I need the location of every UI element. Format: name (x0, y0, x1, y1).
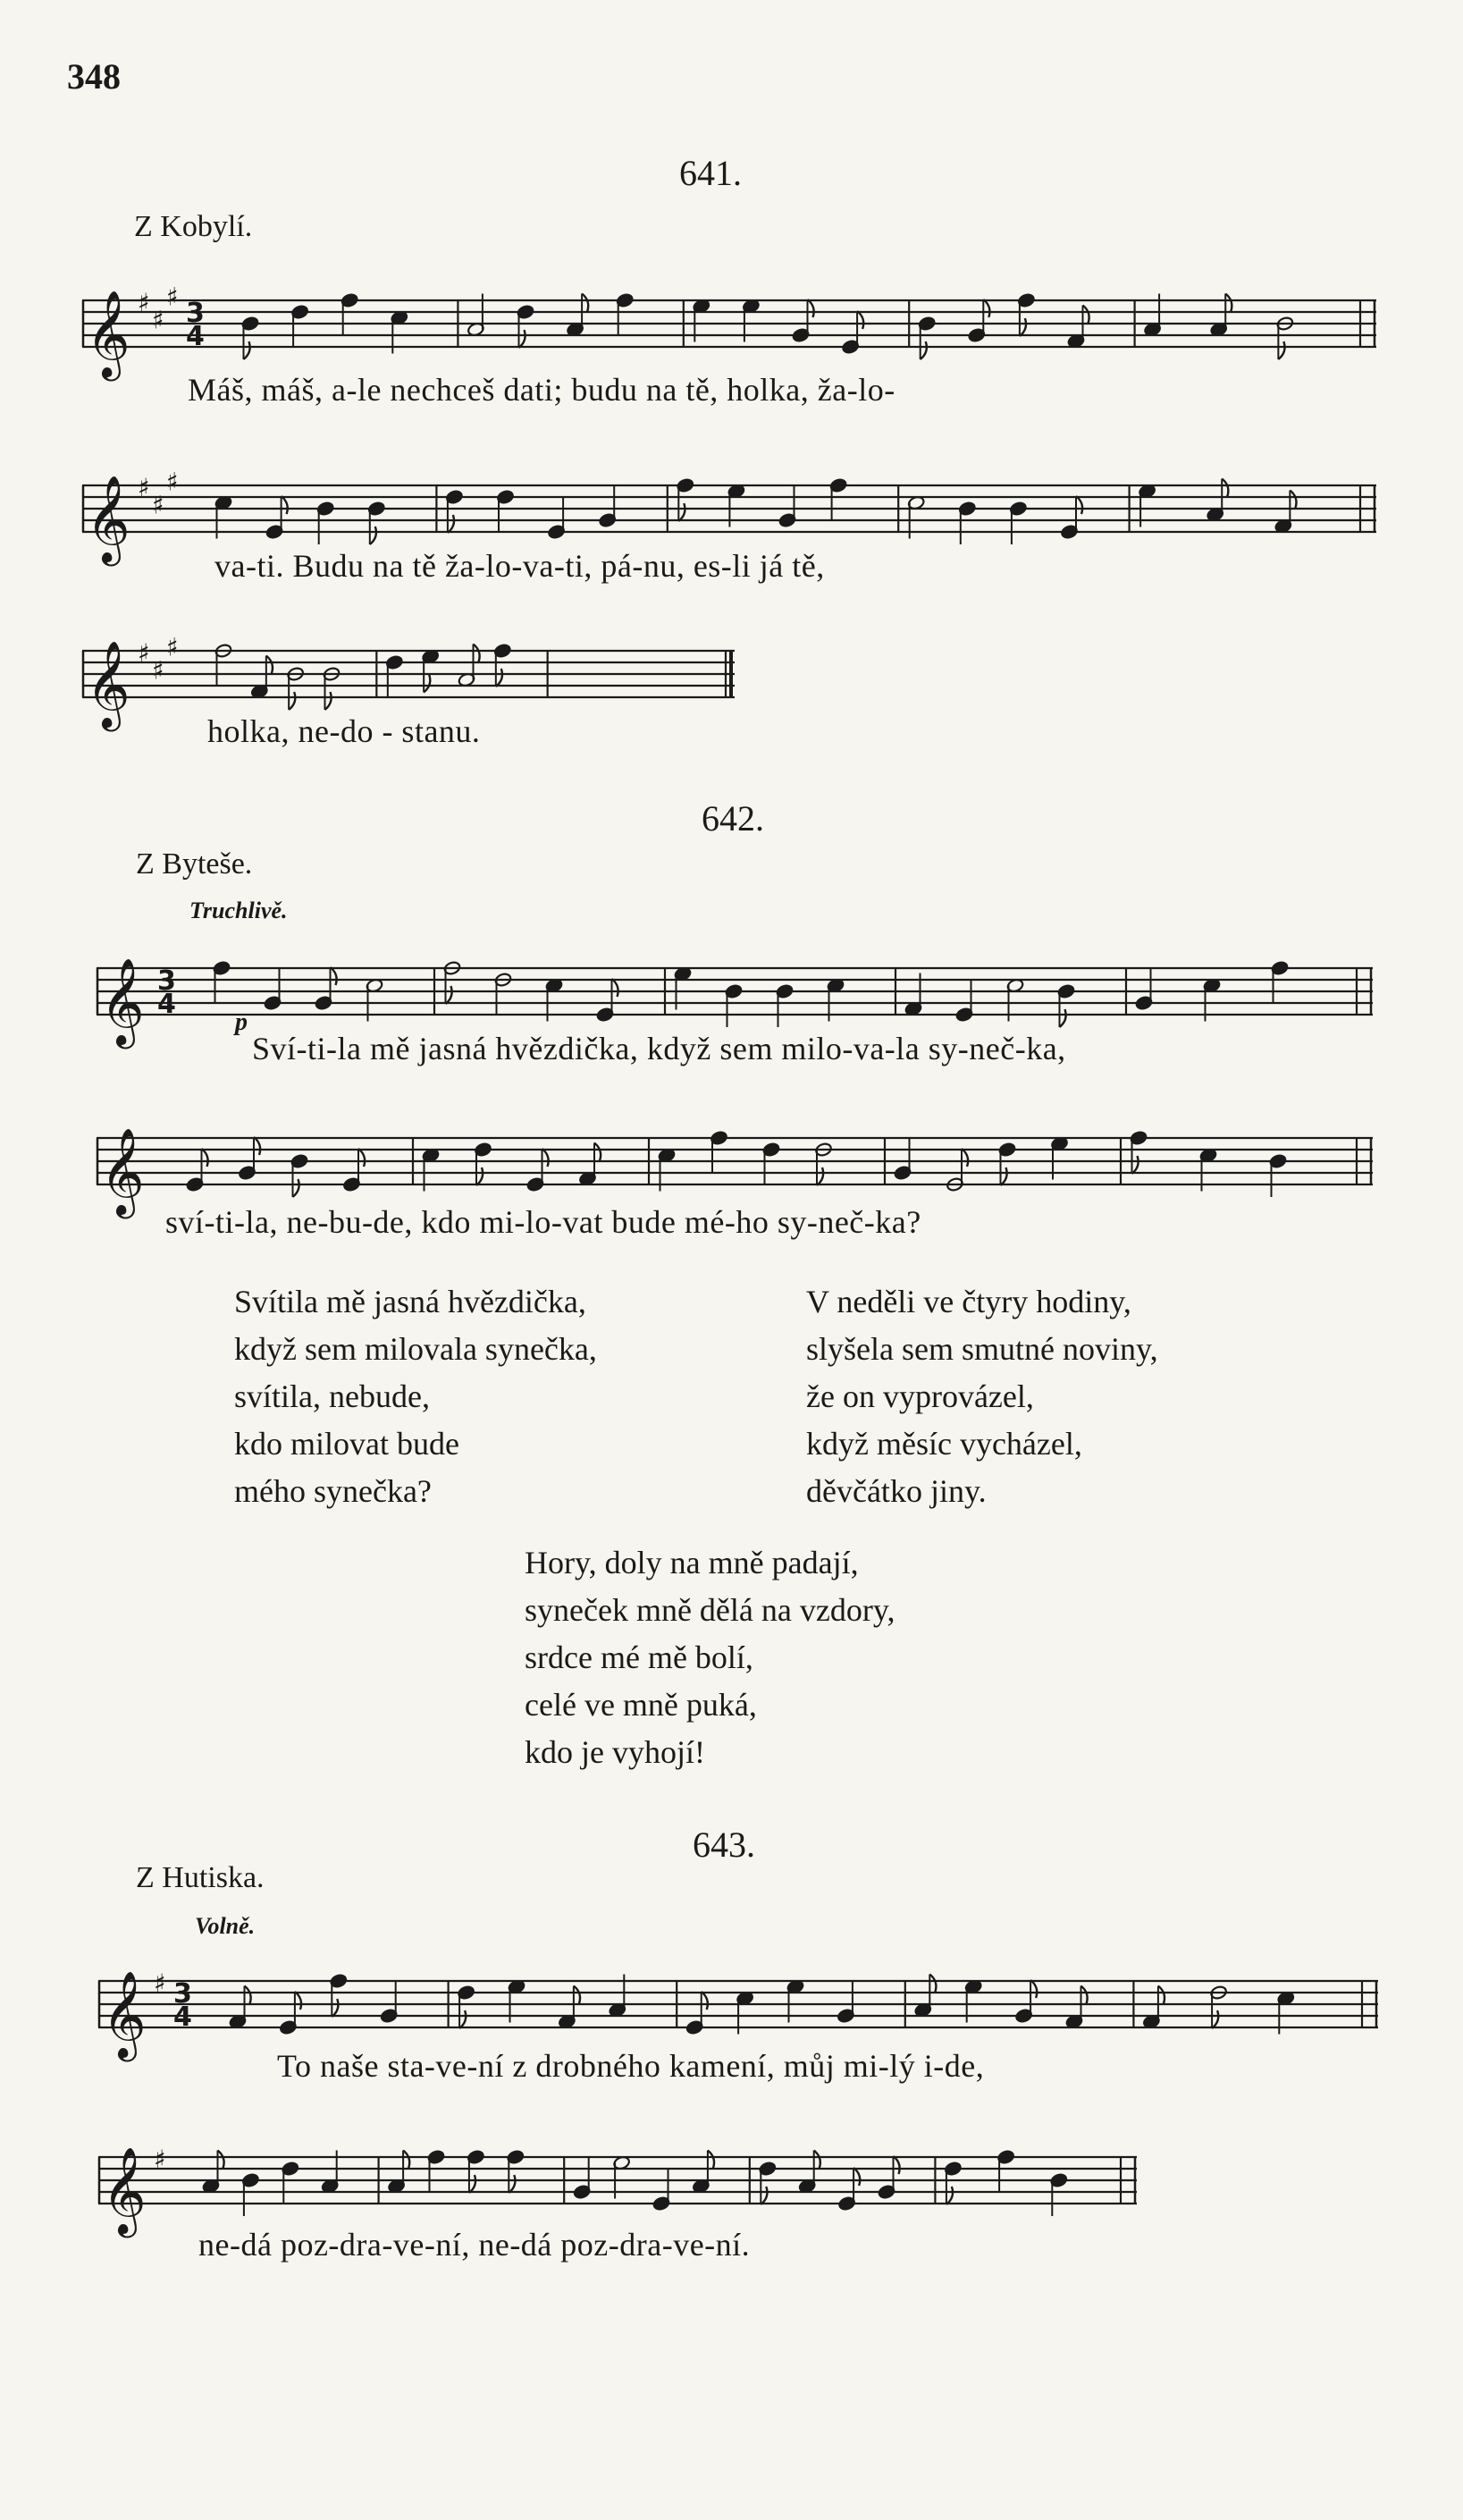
music-staff (97, 1113, 1373, 1215)
verse-block-right (806, 1278, 1158, 1515)
music-staff (82, 460, 1376, 562)
note-flag (894, 2156, 900, 2174)
note-flag (1278, 341, 1284, 359)
time-signature-top: 3 (173, 1978, 192, 2010)
note-flag (702, 1992, 708, 2010)
verse-line: mého synečka? (234, 1473, 432, 1509)
note-flag (921, 341, 927, 359)
note-flag (594, 1143, 601, 1161)
note-flag (519, 330, 526, 348)
sharp-icon: ♯ (154, 2145, 166, 2174)
verse-block-center (525, 1539, 895, 1776)
note-flag (946, 2187, 953, 2204)
sharp-icon: ♯ (152, 490, 164, 520)
lyric-line: Máš, máš, a-le nechceš dati; budu na tě, holka, ža-lo- (188, 372, 895, 408)
note-flag (289, 692, 295, 710)
song-number-643: 643. (693, 1825, 755, 1865)
note-flag (254, 1137, 260, 1155)
note-flag (1076, 496, 1082, 514)
sharp-icon: ♯ (152, 305, 164, 335)
verse-line: když měsíc vycházel, (806, 1426, 1082, 1462)
page-number: 348 (67, 56, 121, 97)
note-flag (814, 2151, 820, 2169)
note-flag (282, 496, 288, 514)
tempo-marking: Volně. (195, 1913, 256, 1939)
note-flag (476, 1167, 483, 1185)
verse-line: syneček mně dělá na vzdory, (525, 1592, 895, 1628)
sharp-icon: ♯ (166, 467, 179, 497)
note-flag (358, 1149, 365, 1167)
music-staff (98, 1956, 1378, 2058)
note-flag (202, 1149, 208, 1167)
sharp-icon: ♯ (166, 632, 179, 662)
verse-line: celé ve mně puká, (525, 1687, 757, 1723)
note-flag (1020, 318, 1026, 336)
note-flag (266, 656, 273, 674)
verse-block-left (234, 1278, 597, 1515)
note-flag (1081, 1986, 1088, 2004)
note-flag (574, 1986, 580, 2004)
note-flag (1030, 1980, 1037, 1998)
note-flag (761, 2187, 767, 2204)
note-flag (446, 986, 452, 1004)
note-flag (1060, 1009, 1066, 1027)
song-origin-642: Z Byteše. (136, 847, 253, 881)
treble-clef-icon: 𝄞 (100, 957, 145, 1045)
note-flag (1290, 491, 1296, 509)
note-flag (469, 2175, 475, 2193)
note-flag (218, 2151, 224, 2169)
note-flag (244, 341, 250, 359)
note-flag (459, 2010, 466, 2028)
note-flag (612, 979, 618, 997)
lyric-line: ne-dá poz-dra-ve-ní, ne-dá poz-dra-ve-ní. (198, 2227, 751, 2263)
treble-clef-icon: 𝄞 (86, 290, 130, 377)
time-signature-bottom: 4 (173, 2002, 192, 2033)
song-origin-641: Z Kobylí. (134, 210, 253, 243)
time-signature-bottom: 4 (186, 321, 205, 352)
song-number-641: 641. (679, 153, 742, 193)
note-flag (325, 692, 332, 710)
note-flag (245, 1986, 251, 2004)
treble-clef-icon: 𝄞 (102, 1970, 147, 2058)
note-flag (496, 669, 502, 687)
note-flag (817, 1167, 823, 1185)
music-staff (82, 275, 1376, 377)
note-flag (983, 299, 989, 317)
sharp-icon: ♯ (152, 655, 164, 686)
sharp-icon: ♯ (138, 288, 150, 317)
music-staff (98, 2132, 1137, 2234)
time-signature-bottom: 4 (157, 989, 176, 1020)
verse-line: když sem milovala synečka, (234, 1331, 597, 1367)
verse-line: Hory, doly na mně padají, (525, 1545, 859, 1580)
note-flag (424, 675, 430, 693)
time-signature-top: 3 (157, 965, 176, 997)
note-flag (331, 967, 337, 985)
verse-line: srdce mé mě bolí, (525, 1639, 753, 1675)
note-flag (708, 2151, 714, 2169)
note-flag (678, 503, 685, 521)
verse-line: svítila, nebude, (234, 1378, 430, 1414)
note-flag (929, 1975, 936, 1993)
note-flag (1222, 479, 1228, 497)
note-flag (582, 294, 588, 312)
note-flag (1083, 306, 1089, 324)
lyric-line: va-ti. Budu na tě ža-lo-va-ti, pá-nu, es-li já tě, (214, 548, 825, 584)
time-signature-top: 3 (186, 298, 205, 329)
note-flag (1212, 2010, 1218, 2028)
note-flag (370, 527, 376, 544)
verse-line: kdo je vyhojí! (525, 1734, 705, 1770)
verse-line: slyšela sem smutné noviny, (806, 1331, 1158, 1367)
note-flag (962, 1149, 968, 1167)
song-origin-643: Z Hutiska. (136, 1861, 265, 1894)
note-flag (808, 299, 814, 317)
note-flag (1158, 1986, 1165, 2004)
sharp-icon: ♯ (138, 473, 150, 502)
music-staff (82, 626, 735, 728)
note-flag (509, 2175, 515, 2193)
lyric-line: To naše sta-ve-ní z drobného kamení, můj mi-lý i-de, (277, 2048, 985, 2084)
note-flag (293, 1179, 299, 1197)
verse-line: že on vyprovázel, (806, 1378, 1034, 1414)
note-flag (853, 2168, 860, 2186)
treble-clef-icon: 𝄞 (102, 2146, 147, 2234)
note-flag (1001, 1167, 1007, 1185)
verse-line: V neděli ve čtyry hodiny, (806, 1284, 1131, 1319)
music-staff (97, 943, 1373, 1045)
note-flag (332, 1999, 338, 2017)
verse-line: děvčátko jiny. (806, 1473, 987, 1509)
verse-line: Svítila mě jasná hvězdička, (234, 1284, 586, 1319)
treble-clef-icon: 𝄞 (100, 1127, 145, 1215)
lyric-line: holka, ne-do - stanu. (207, 713, 481, 749)
sharp-icon: ♯ (138, 638, 150, 668)
song-number-642: 642. (702, 798, 764, 839)
lyric-line: Sví-ti-la mě jasná hvězdička, když sem milo-va-la sy-neč-ka, (252, 1031, 1066, 1066)
lyric-line: sví-ti-la, ne-bu-de, kdo mi-lo-vat bude mé-ho sy-neč-ka? (165, 1204, 921, 1240)
tempo-marking: Truchlivě. (189, 898, 288, 923)
note-flag (857, 311, 863, 329)
note-flag (474, 645, 480, 662)
sharp-icon: ♯ (166, 282, 179, 312)
treble-clef-icon: 𝄞 (86, 640, 130, 728)
treble-clef-icon: 𝄞 (86, 475, 130, 562)
verse-line: kdo milovat bude (234, 1426, 459, 1462)
sharp-icon: ♯ (154, 1968, 166, 1998)
note-flag (403, 2151, 409, 2169)
note-flag (295, 1992, 301, 2010)
note-flag (1225, 294, 1232, 312)
dynamic-marking: p (235, 1008, 248, 1036)
note-flag (1132, 1156, 1139, 1174)
note-flag (542, 1149, 549, 1167)
note-flag (448, 515, 454, 533)
